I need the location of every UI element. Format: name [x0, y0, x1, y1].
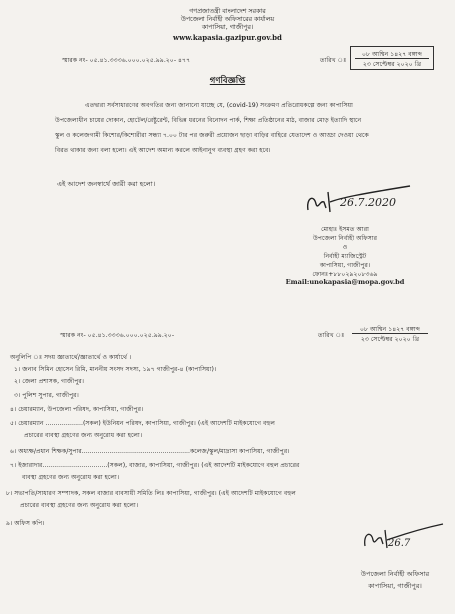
distribution-item: ৯। অফিস কপি।: [6, 520, 45, 527]
memo2-date-block: [348, 322, 432, 344]
signer-phone: ফোনঃ+৮৮০২৯২০৮৩৬৯: [312, 271, 378, 278]
notice-body-line: স্কুল ও কলেজগামী কিশোর/কিশোরীরা সন্ধ্যা ৭.০০ টার পর জরুরী প্রয়োজন ছাড়া বাড়ির বাহিরে যেতাদেশ ও আড্ডা দেওয়া থেকে: [55, 132, 369, 139]
signer-title: উপজেলা নির্বাহী অফিসার: [312, 235, 378, 242]
signer-role: নির্বাহী ম্যাজিস্ট্রেট: [323, 253, 367, 260]
distribution-item: ৬। অধ্যক্ষ/প্রধান শিক্ষক/সুপার.......................................................কলেজ/স্কুল/মাদ্রাসা কাপাসিয়া, গাজীপুর।: [10, 448, 290, 455]
distribution-item-continued: ব্যবস্থা গ্রহণের জন্য অনুরোধ করা হলো।: [22, 474, 120, 481]
distribution-item: ২। জেলা প্রশাসক, গাজীপুর।: [14, 378, 85, 385]
signature2-date-handwritten: 26.7: [388, 538, 411, 549]
signer-email: Email:unokapasia@mopa.gov.bd: [285, 278, 405, 286]
distribution-item: ৩। পুলিশ সুপার, গাজীপুর।: [14, 392, 79, 399]
header-government: গণপ্রজাতন্ত্রী বাংলাদেশ সরকার: [189, 8, 266, 15]
header-office: উপজেলা নির্বাহী অফিসারের কার্যালয়: [180, 16, 275, 23]
date-english: ২৩ সেপ্টেম্বর ২০২০ খ্রি: [362, 61, 422, 68]
date-label: তারিখ ঃ: [320, 57, 347, 64]
distribution-item: ৫। চেয়ারম্যান ...................(সকল) ইউনিয়ন পরিষদ, কাপাসিয়া, গাজীপুর। (এই আদেশটি মাইকযোগে বহুল: [10, 420, 275, 427]
notice-title: গণবিজ্ঞপ্তি: [209, 76, 246, 86]
distribution-item: ১। জনাব সিমিন হোসেন রিমি, মাননীয় সংসদ সদস্য, ১৯৭ গাজীপুর-৪ (কাপাসিয়া)।: [14, 366, 217, 373]
header-website: www.kapasia.gazipur.gov.bd: [173, 33, 282, 42]
signature-date-handwritten: 26.7.2020: [340, 196, 396, 209]
distribution-heading: অনুলিপি ঃ সদয় জ্ঞাতার্থে/জ্ঞাতার্থে ও কার্যার্থে ।: [10, 354, 132, 361]
signer-conjunction: ও: [342, 244, 348, 251]
distribution-item-continued: প্রচারের ব্যবস্থা গ্রহণের জন্য অনুরোধ করা হলো।: [20, 502, 139, 509]
distribution-item: ৭। ইজারাদার.................................(সকল), বাজার, কাপাসিয়া, গাজীপুর। (এই আদেশটি মাইকযোগে বহুল প্রচারের: [10, 462, 300, 469]
date-box: [350, 46, 434, 70]
notice-closing: এই আদেশ জনস্বার্থে জারী করা হলো।: [57, 180, 156, 188]
date-bangla: ০৮ আশ্বিন ১৪২৭ বঙ্গাব্দ: [362, 51, 422, 58]
memo2-number: স্মারক নং- ০৫.৪১.৩৩৩৬.০০০.০২৫.৯৯.২০-: [60, 332, 175, 339]
memo-number: স্মারক নং- ০৫.৪১.৩৩৩৬.০০০.০২৫.৯৯.২০- ৪৭৭: [62, 57, 191, 64]
signer2-place: কাপাসিয়া, গাজীপুর।: [368, 582, 422, 590]
notice-body-line: এতদ্বারা সর্বসাধারণের অবগতির জন্য জানানো যাচ্ছে যে, (covid-19) সংক্রমণ প্রতিরোধকল্পে জন্য কাপাসিয়া: [85, 102, 353, 109]
memo2-date-label: তারিখ ঃ: [318, 332, 345, 339]
memo2-date-bangla: ০৮ আশ্বিন ১৪২৭ বঙ্গাব্দ: [360, 326, 420, 333]
signer-name: মোহাঃ ইসমত আরা: [321, 226, 369, 233]
distribution-item: ৮। সভাপতি/সাধারণ সম্পাদক, সকল বাজার ব্যবসায়ী সমিতি লিঃ কাপাসিয়া, গাজীপুর। (এই আদেশটি মাইকযোগে বহুল: [6, 490, 296, 497]
memo2-date-english: ২৩ সেপ্টেম্বর ২০২০ খ্রি: [360, 336, 420, 343]
distribution-item: ৪। চেয়ারম্যান, উপজেলা পরিষদ, কাপাসিয়া, গাজীপুর।: [10, 406, 144, 413]
distribution-item-continued: প্রচারের ব্যবস্থা গ্রহণের জন্য অনুরোধ করা হলো।: [24, 432, 143, 439]
notice-body-line: বিরত থাকার জন্য বলা হলো। এই আদেশ অমান্য করলে আইনানুগ ব্যবস্থা গ্রহণ করা হবে।: [55, 147, 271, 154]
signer2-title: উপজেলা নির্বাহী অফিসার: [360, 570, 430, 578]
notice-body-line: উপজেলাধীন চায়ের দোকান, হোটেল/রেষ্টুরেন্ট, বিভিন্ন ধরনের বিনোদন পার্ক, শিক্ষা প্রতিষ্ঠানের মাঠ, বাজার মোড় ইত্যাদি স্থানে: [55, 117, 362, 124]
header-location: কাপাসিয়া, গাজীপুর।: [201, 24, 254, 31]
signer-place: কাপাসিয়া, গাজীপুর।: [319, 262, 371, 269]
